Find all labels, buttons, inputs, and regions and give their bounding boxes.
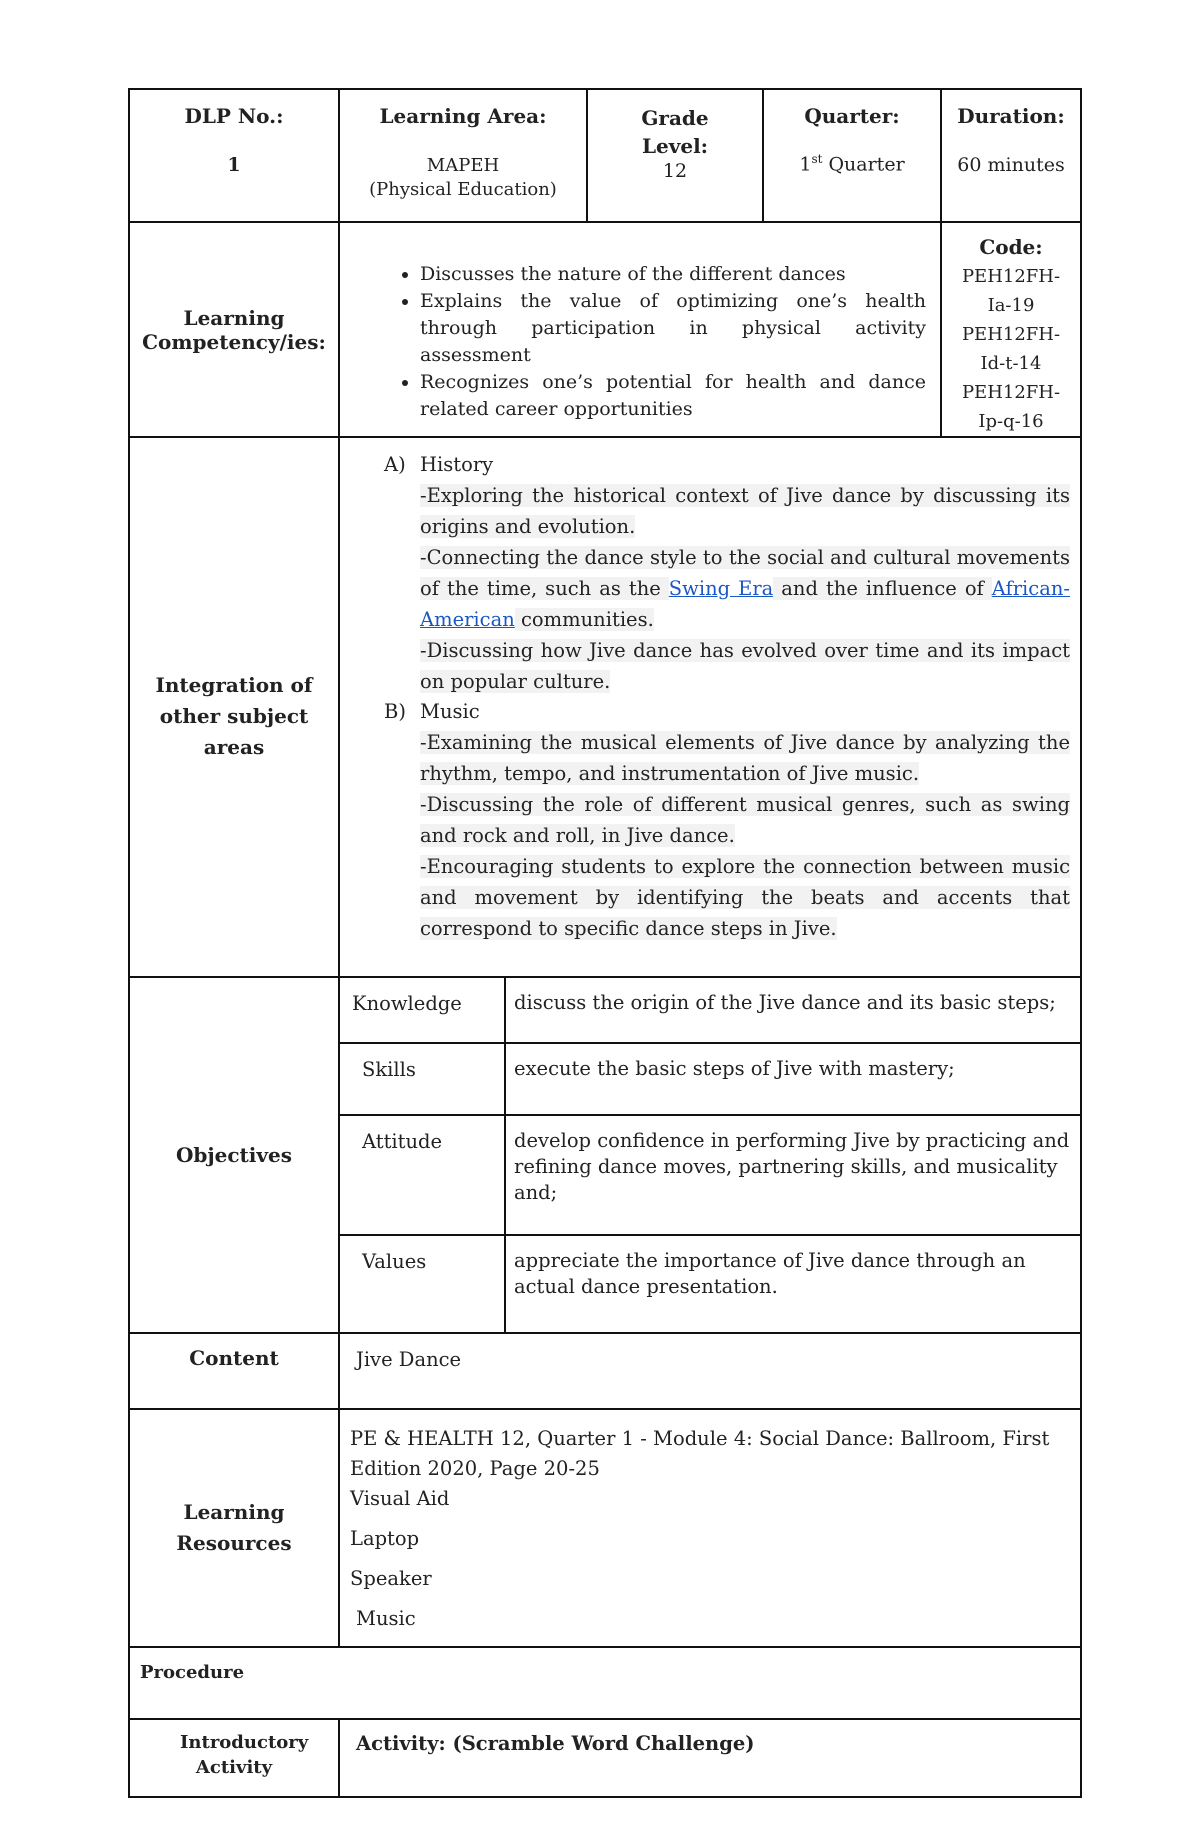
code-label: Code: [979,235,1043,259]
learning-area-label: Learning Area: [379,104,547,128]
objective-domain: Values [340,1235,505,1332]
competency-item: • Explains the value of optimizing one’s health through participation in physical activity assessment [420,288,926,369]
objective-domain: Attitude [340,1115,505,1235]
history-point: -Connecting the dance style to the social and cultural movements of the time, such as the Swing Era and the influence of African-American communities. [420,546,1070,631]
music-point: -Discussing the role of different musical genres, such as swing and rock and roll, in Jive dance. [420,793,1070,847]
dlp-table [128,88,1082,1798]
learning-area-sub: (Physical Education) [369,179,557,200]
code-line: Ia-19 [987,295,1035,316]
competency-list [340,261,926,423]
history-heading: A) History [384,453,494,476]
integration-label: Integration of other subject areas [129,437,339,977]
quarter-label: Quarter: [804,104,900,128]
duration-cell [941,89,1081,222]
resource-item: PE & HEALTH 12, Quarter 1 - Module 4: Social Dance: Ballroom, First Edition 2020, Page 20-25 [350,1427,1050,1480]
learning-area-cell [339,89,587,222]
intro-label: Introductory Activity [129,1719,339,1797]
resources-label: Learning Resources [129,1409,339,1647]
learning-area-value: MAPEH [426,155,500,176]
quarter-cell [763,89,941,222]
dlp-value: 1 [227,154,241,176]
music-point: -Encouraging students to explore the connection between music and movement by identifying the beats and accents that correspond to specific dance steps in Jive. [420,855,1070,940]
code-line: Id-t-14 [980,353,1042,374]
content-label: Content [129,1333,339,1409]
dlp-label: DLP No.: [184,104,284,128]
competency-label: Learning Competency/ies: [129,222,339,437]
quarter-value: 1st Quarter [799,152,905,176]
resource-item: Music [356,1607,416,1630]
music-heading: B) Music [384,700,480,723]
competency-list-cell [339,222,941,437]
content-value: Jive Dance [339,1333,1081,1409]
duration-value: 60 minutes [957,154,1065,176]
objective-row [340,1115,1080,1235]
procedure-label: Procedure [129,1647,1081,1719]
objective-text: discuss the origin of the Jive dance and its basic steps; [505,978,1080,1043]
grade-level-label: Grade Level: [641,106,709,158]
code-line: PEH12FH- [961,266,1061,287]
african-american-link[interactable]: African-American [420,577,1070,631]
objectives-cell [339,977,1081,1333]
history-point: -Discussing how Jive dance has evolved over time and its impact on popular culture. [420,639,1070,693]
competency-item: • Discusses the nature of the different dances [420,261,926,288]
resources-cell [339,1409,1081,1647]
objective-text: execute the basic steps of Jive with mastery; [505,1043,1080,1115]
dlp-cell [129,89,339,222]
objective-text: appreciate the importance of Jive dance through an actual dance presentation. [505,1235,1080,1332]
intro-activity: Activity: (Scramble Word Challenge) [339,1719,1081,1797]
code-line: PEH12FH- [961,324,1061,345]
objective-domain: Skills [340,1043,505,1115]
objective-domain: Knowledge [340,978,505,1043]
duration-label: Duration: [957,104,1065,128]
objective-row [340,978,1080,1043]
objective-row [340,1235,1080,1332]
music-point: -Examining the musical elements of Jive dance by analyzing the rhythm, tempo, and instrumentation of Jive music. [420,731,1070,785]
grade-level-cell [587,89,763,222]
grade-level-value: 12 [662,160,688,182]
resource-item: Speaker [350,1567,432,1590]
swing-era-link[interactable]: Swing Era [668,577,774,600]
code-cell [941,222,1081,437]
competency-item: • Recognizes one’s potential for health and dance related career opportunities [420,369,926,423]
code-line: Ip-q-16 [978,411,1044,432]
resource-item: Laptop [350,1527,420,1550]
code-line: PEH12FH- [961,382,1061,403]
objective-text: develop confidence in performing Jive by practicing and refining dance moves, partnering skills, and musicality and; [505,1115,1080,1235]
resource-item: Visual Aid [350,1487,450,1510]
integration-cell [339,437,1081,977]
objective-row [340,1043,1080,1115]
history-point: -Exploring the historical context of Jive dance by discussing its origins and evolution. [420,484,1070,538]
objectives-table [340,978,1080,1332]
objectives-label: Objectives [129,977,339,1333]
